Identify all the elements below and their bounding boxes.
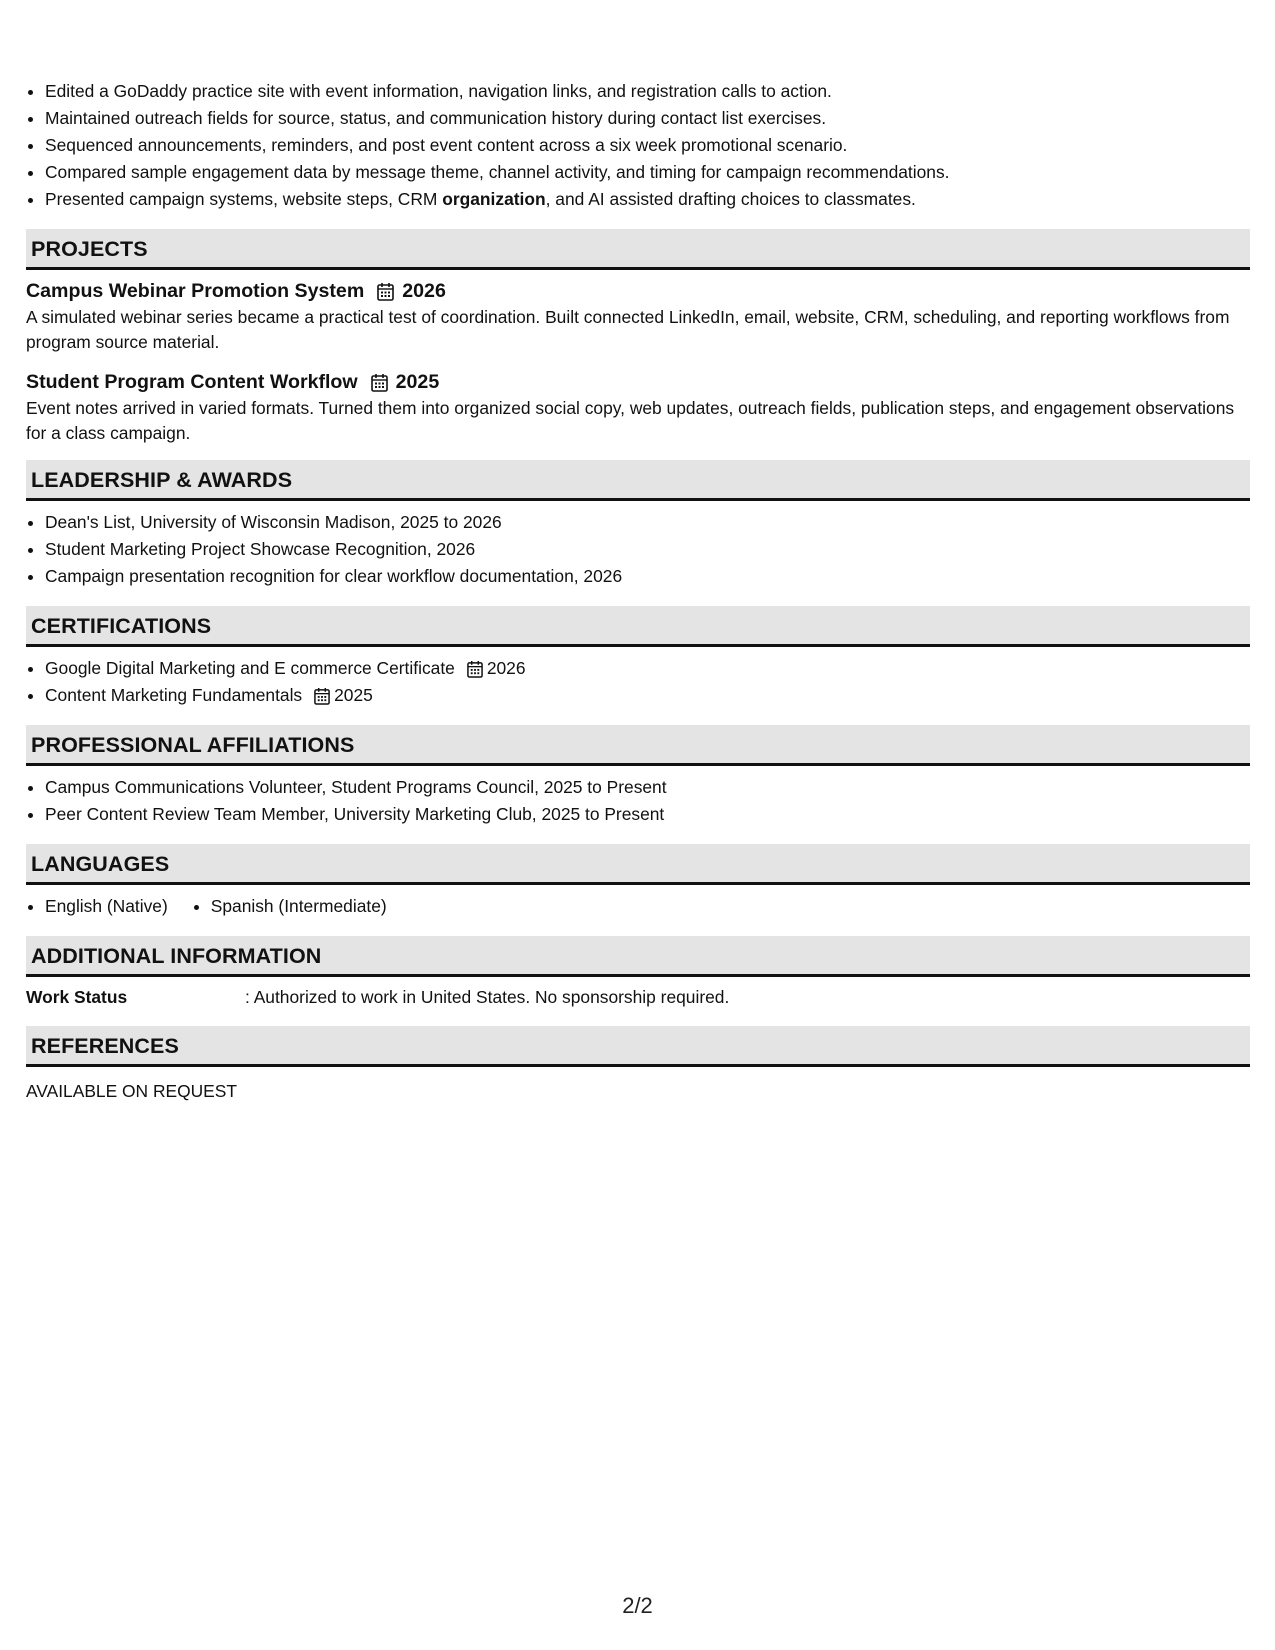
section-header-projects bbox=[26, 229, 1250, 270]
section-title: LANGUAGES bbox=[31, 851, 170, 876]
list-item: Campus Communications Volunteer, Student Programs Council, 2025 to Present bbox=[26, 774, 1250, 801]
list-item: Student Marketing Project Showcase Recognition, 2026 bbox=[26, 536, 1250, 563]
section-title: CERTIFICATIONS bbox=[31, 613, 212, 638]
project-title-row bbox=[26, 369, 1250, 396]
section-title: ADDITIONAL INFORMATION bbox=[31, 943, 322, 968]
work-status-label: Work Status bbox=[26, 987, 128, 1007]
references-text: AVAILABLE ON REQUEST bbox=[26, 1081, 238, 1101]
certification-name: Content Marketing Fundamentals bbox=[45, 685, 303, 705]
list-item: Dean's List, University of Wisconsin Madison, 2025 to 2026 bbox=[26, 509, 1250, 536]
project-year: 2026 bbox=[402, 280, 446, 302]
project-title: Campus Webinar Promotion System bbox=[26, 280, 365, 302]
section-title: REFERENCES bbox=[31, 1033, 179, 1058]
list-item: Sequenced announcements, reminders, and post event content across a six week promotional scenario. bbox=[26, 132, 1250, 159]
project-entry bbox=[26, 278, 1250, 354]
list-item: Campaign presentation recognition for clear workflow documentation, 2026 bbox=[26, 563, 1250, 590]
project-description: Event notes arrived in varied formats. Turned them into organized social copy, web updates, outreach fields, publication steps, and engagement observations for a class campaign. bbox=[26, 398, 1235, 443]
list-item: Presented campaign systems, website steps, CRM organization, and AI assisted drafting choices to classmates. bbox=[26, 186, 1250, 213]
project-year: 2025 bbox=[395, 371, 440, 393]
project-title: Student Program Content Workflow bbox=[26, 371, 358, 393]
list-item: Compared sample engagement data by message theme, channel activity, and timing for campaign recommendations. bbox=[26, 159, 1250, 186]
section-title: PROJECTS bbox=[31, 236, 148, 261]
list-item bbox=[26, 655, 1250, 682]
section-header-languages bbox=[26, 844, 1250, 885]
list-item: English (Native) bbox=[26, 893, 168, 920]
affiliations-list bbox=[26, 774, 1250, 828]
project-title-row bbox=[26, 278, 1250, 305]
section-header-additional-info bbox=[26, 936, 1250, 977]
list-item: Peer Content Review Team Member, University Marketing Club, 2025 to Present bbox=[26, 801, 1250, 828]
work-status-row bbox=[26, 985, 1250, 1009]
calendar-icon bbox=[314, 687, 330, 705]
list-item bbox=[26, 682, 1250, 709]
project-description: A simulated webinar series became a practical test of coordination. Built connected LinkedIn, email, website, CRM, scheduling, and reporting workflows from program source material. bbox=[26, 307, 1230, 352]
project-entry bbox=[26, 369, 1250, 445]
section-header-leadership bbox=[26, 460, 1250, 501]
work-status-value: : Authorized to work in United States. No sponsorship required. bbox=[245, 987, 730, 1007]
certification-year: 2026 bbox=[486, 658, 526, 678]
section-title: PROFESSIONAL AFFILIATIONS bbox=[31, 732, 355, 757]
languages-list bbox=[26, 893, 1250, 920]
page-number: 2/2 bbox=[622, 1593, 653, 1618]
bold-keyword: organization bbox=[442, 189, 546, 209]
section-header-certifications bbox=[26, 606, 1250, 647]
list-item: Edited a GoDaddy practice site with event information, navigation links, and registration calls to action. bbox=[26, 78, 1250, 105]
resume-page bbox=[26, 78, 1250, 1103]
section-header-affiliations bbox=[26, 725, 1250, 766]
leadership-list bbox=[26, 509, 1250, 590]
certification-name: Google Digital Marketing and E commerce Certificate bbox=[45, 658, 455, 678]
calendar-icon bbox=[371, 373, 388, 392]
experience-bullet-list bbox=[26, 78, 1250, 213]
list-item: Maintained outreach fields for source, status, and communication history during contact list exercises. bbox=[26, 105, 1250, 132]
section-title: LEADERSHIP & AWARDS bbox=[31, 467, 293, 492]
certifications-list bbox=[26, 655, 1250, 709]
calendar-icon bbox=[377, 282, 394, 301]
list-item: Spanish (Intermediate) bbox=[192, 893, 387, 920]
section-header-references bbox=[26, 1026, 1250, 1067]
certification-year: 2025 bbox=[334, 685, 373, 705]
calendar-icon bbox=[467, 660, 483, 678]
